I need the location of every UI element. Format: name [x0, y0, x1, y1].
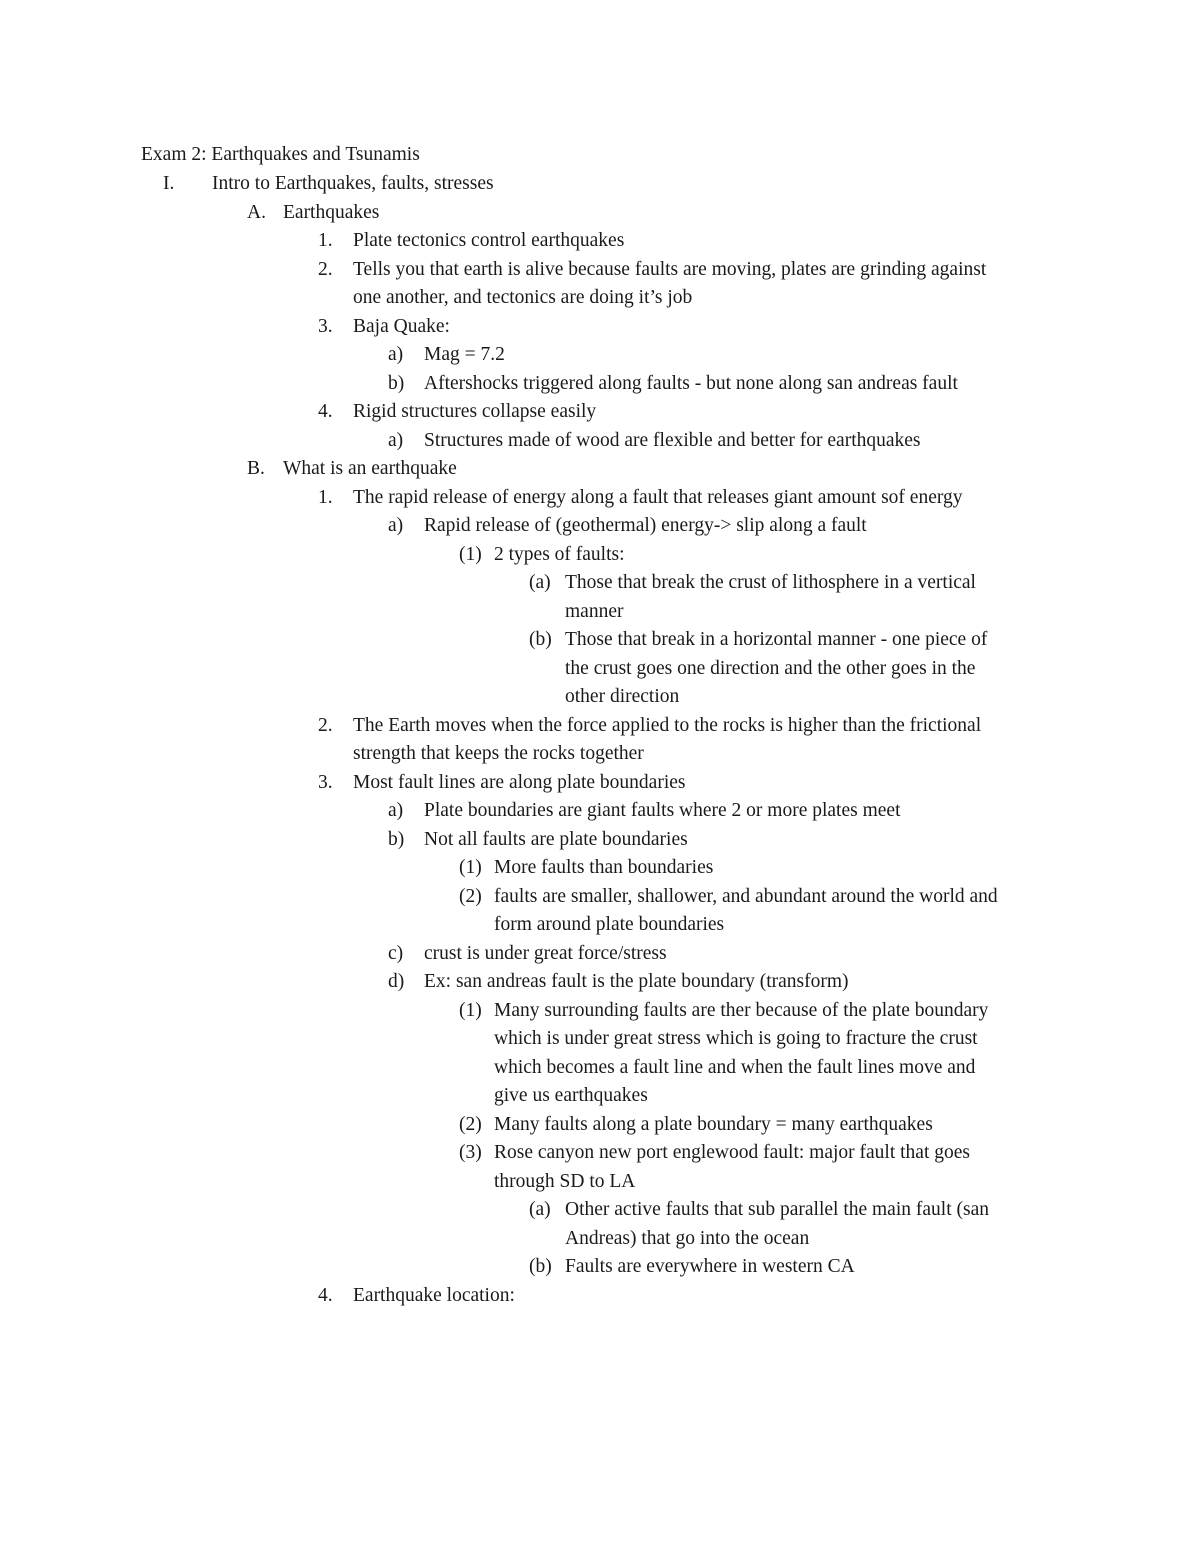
- outline-text: Intro to Earthquakes, faults, stresses: [212, 173, 494, 194]
- outline-item-line: [0, 1196, 1200, 1225]
- outline-item-line: [0, 997, 1200, 1026]
- outline-marker: a): [388, 344, 404, 365]
- outline-item-line: [0, 541, 1200, 570]
- outline-item-line: [0, 484, 1200, 513]
- outline-item-line: [0, 455, 1200, 484]
- outline-text: Rigid structures collapse easily: [353, 401, 597, 422]
- outline-text: What is an earthquake: [283, 458, 457, 479]
- outline-item-line: [0, 683, 1200, 712]
- outline-marker: 4.: [318, 1284, 333, 1306]
- outline-marker: 3.: [318, 315, 333, 337]
- outline-text: Andreas) that go into the ocean: [565, 1227, 810, 1249]
- outline-marker: 1.: [318, 230, 333, 251]
- outline-marker: (1): [459, 857, 482, 878]
- outline-marker: a): [388, 800, 404, 821]
- outline-text: The rapid release of energy along a fault that releases giant amount sof energy: [353, 486, 963, 508]
- outline-item-line: [0, 1082, 1200, 1111]
- outline-text: Many faults along a plate boundary = many earthquakes: [494, 1113, 933, 1135]
- outline-text: Rose canyon new port englewood fault: major fault that goes: [494, 1142, 970, 1163]
- outline-text: Plate boundaries are giant faults where 2 or more plates meet: [424, 800, 901, 821]
- outline-item-line: [0, 1054, 1200, 1083]
- outline-text: Many surrounding faults are ther because of the plate boundary: [494, 999, 989, 1021]
- outline-marker: a): [388, 515, 404, 536]
- outline-item-line: [0, 284, 1200, 313]
- outline-marker: 2.: [318, 714, 333, 736]
- outline-text: crust is under great force/stress: [424, 942, 667, 964]
- outline-item-line: [0, 427, 1200, 456]
- outline-item-line: [0, 1282, 1200, 1311]
- outline-item-line: [0, 512, 1200, 541]
- document-title: Exam 2: Earthquakes and Tsunamis: [141, 144, 420, 165]
- outline-item-line: [0, 398, 1200, 427]
- outline-marker: 3.: [318, 771, 333, 793]
- outline-text: give us earthquakes: [494, 1085, 648, 1106]
- outline-marker: a): [388, 429, 404, 451]
- outline-item-line: [0, 655, 1200, 684]
- outline-text: other direction: [565, 686, 680, 707]
- outline-marker: (1): [459, 543, 482, 565]
- outline-item-line: [0, 313, 1200, 342]
- outline-text: Tells you that earth is alive because faults are moving, plates are grinding against: [353, 258, 987, 280]
- outline-marker: I.: [163, 173, 175, 194]
- outline-item-line: [0, 968, 1200, 997]
- outline-item-line: [0, 883, 1200, 912]
- outline-marker: 2.: [318, 258, 333, 280]
- outline-item-line: [0, 854, 1200, 883]
- outline-text: which becomes a fault line and when the fault lines move and: [494, 1056, 976, 1078]
- outline-marker: (2): [459, 885, 482, 907]
- outline-marker: (2): [459, 1113, 482, 1135]
- outline-item-line: [0, 199, 1200, 228]
- outline-item-line: [0, 341, 1200, 370]
- outline-item-line: [0, 769, 1200, 798]
- outline-text: Earthquakes: [283, 201, 380, 223]
- outline-text: Faults are everywhere in western CA: [565, 1256, 855, 1277]
- outline-text: Those that break in a horizontal manner - one piece of: [565, 629, 988, 650]
- outline-text: Aftershocks triggered along faults - but none along san andreas fault: [424, 372, 958, 394]
- outline-item-line: [0, 370, 1200, 399]
- outline-item-line: [0, 826, 1200, 855]
- outline-marker: A.: [247, 201, 266, 223]
- outline-text: one another, and tectonics are doing it’s job: [353, 287, 693, 308]
- outline-list: [0, 170, 1200, 1310]
- outline-item-line: [0, 797, 1200, 826]
- outline-marker: (a): [529, 1199, 551, 1220]
- outline-item-line: [0, 1025, 1200, 1054]
- outline-text: which is under great stress which is going to fracture the crust: [494, 1028, 978, 1049]
- outline-text: Not all faults are plate boundaries: [424, 828, 688, 850]
- outline-item-line: [0, 626, 1200, 655]
- outline-marker: 4.: [318, 401, 333, 422]
- outline-marker: b): [388, 372, 405, 394]
- outline-text: Other active faults that sub parallel the main fault (san: [565, 1199, 989, 1220]
- outline-text: Most fault lines are along plate boundaries: [353, 771, 686, 793]
- outline-text: Baja Quake:: [353, 315, 450, 337]
- outline-text: Mag = 7.2: [424, 344, 505, 365]
- outline-marker: B.: [247, 458, 265, 479]
- outline-item-line: [0, 740, 1200, 769]
- outline-item-line: [0, 712, 1200, 741]
- outline-text: through SD to LA: [494, 1170, 636, 1192]
- outline-item-line: [0, 170, 1200, 199]
- outline-text: Structures made of wood are flexible and better for earthquakes: [424, 429, 921, 451]
- outline-text: Ex: san andreas fault is the plate boundary (transform): [424, 971, 849, 992]
- outline-text: strength that keeps the rocks together: [353, 743, 644, 764]
- outline-text: Rapid release of (geothermal) energy-> slip along a fault: [424, 515, 867, 536]
- outline-item-line: [0, 598, 1200, 627]
- outline-marker: (1): [459, 999, 482, 1021]
- outline-text: More faults than boundaries: [494, 857, 714, 878]
- outline-text: Plate tectonics control earthquakes: [353, 230, 625, 251]
- outline-text: the crust goes one direction and the other goes in the: [565, 657, 976, 679]
- outline-text: form around plate boundaries: [494, 914, 725, 935]
- outline-text: faults are smaller, shallower, and abundant around the world and: [494, 885, 998, 907]
- outline-marker: (a): [529, 572, 551, 593]
- outline-item-line: [0, 940, 1200, 969]
- outline-text: Those that break the crust of lithosphere in a vertical: [565, 572, 976, 593]
- outline-text: 2 types of faults:: [494, 543, 625, 565]
- outline-text: manner: [565, 600, 624, 622]
- outline-marker: (b): [529, 1256, 552, 1277]
- outline-marker: (3): [459, 1142, 482, 1163]
- outline-item-line: [0, 1253, 1200, 1282]
- outline-marker: (b): [529, 629, 552, 650]
- outline-text: Earthquake location:: [353, 1284, 515, 1306]
- outline-item-line: [0, 256, 1200, 285]
- outline-marker: c): [388, 942, 404, 964]
- outline-item-line: [0, 1168, 1200, 1197]
- outline-item-line: [0, 569, 1200, 598]
- outline-item-line: [0, 227, 1200, 256]
- outline-text: The Earth moves when the force applied to the rocks is higher than the frictional: [353, 714, 982, 736]
- outline-item-line: [0, 1139, 1200, 1168]
- outline-item-line: [0, 1225, 1200, 1254]
- outline-marker: b): [388, 828, 405, 850]
- outline-marker: d): [388, 971, 405, 992]
- outline-item-line: [0, 1111, 1200, 1140]
- outline-item-line: [0, 911, 1200, 940]
- outline-marker: 1.: [318, 486, 333, 508]
